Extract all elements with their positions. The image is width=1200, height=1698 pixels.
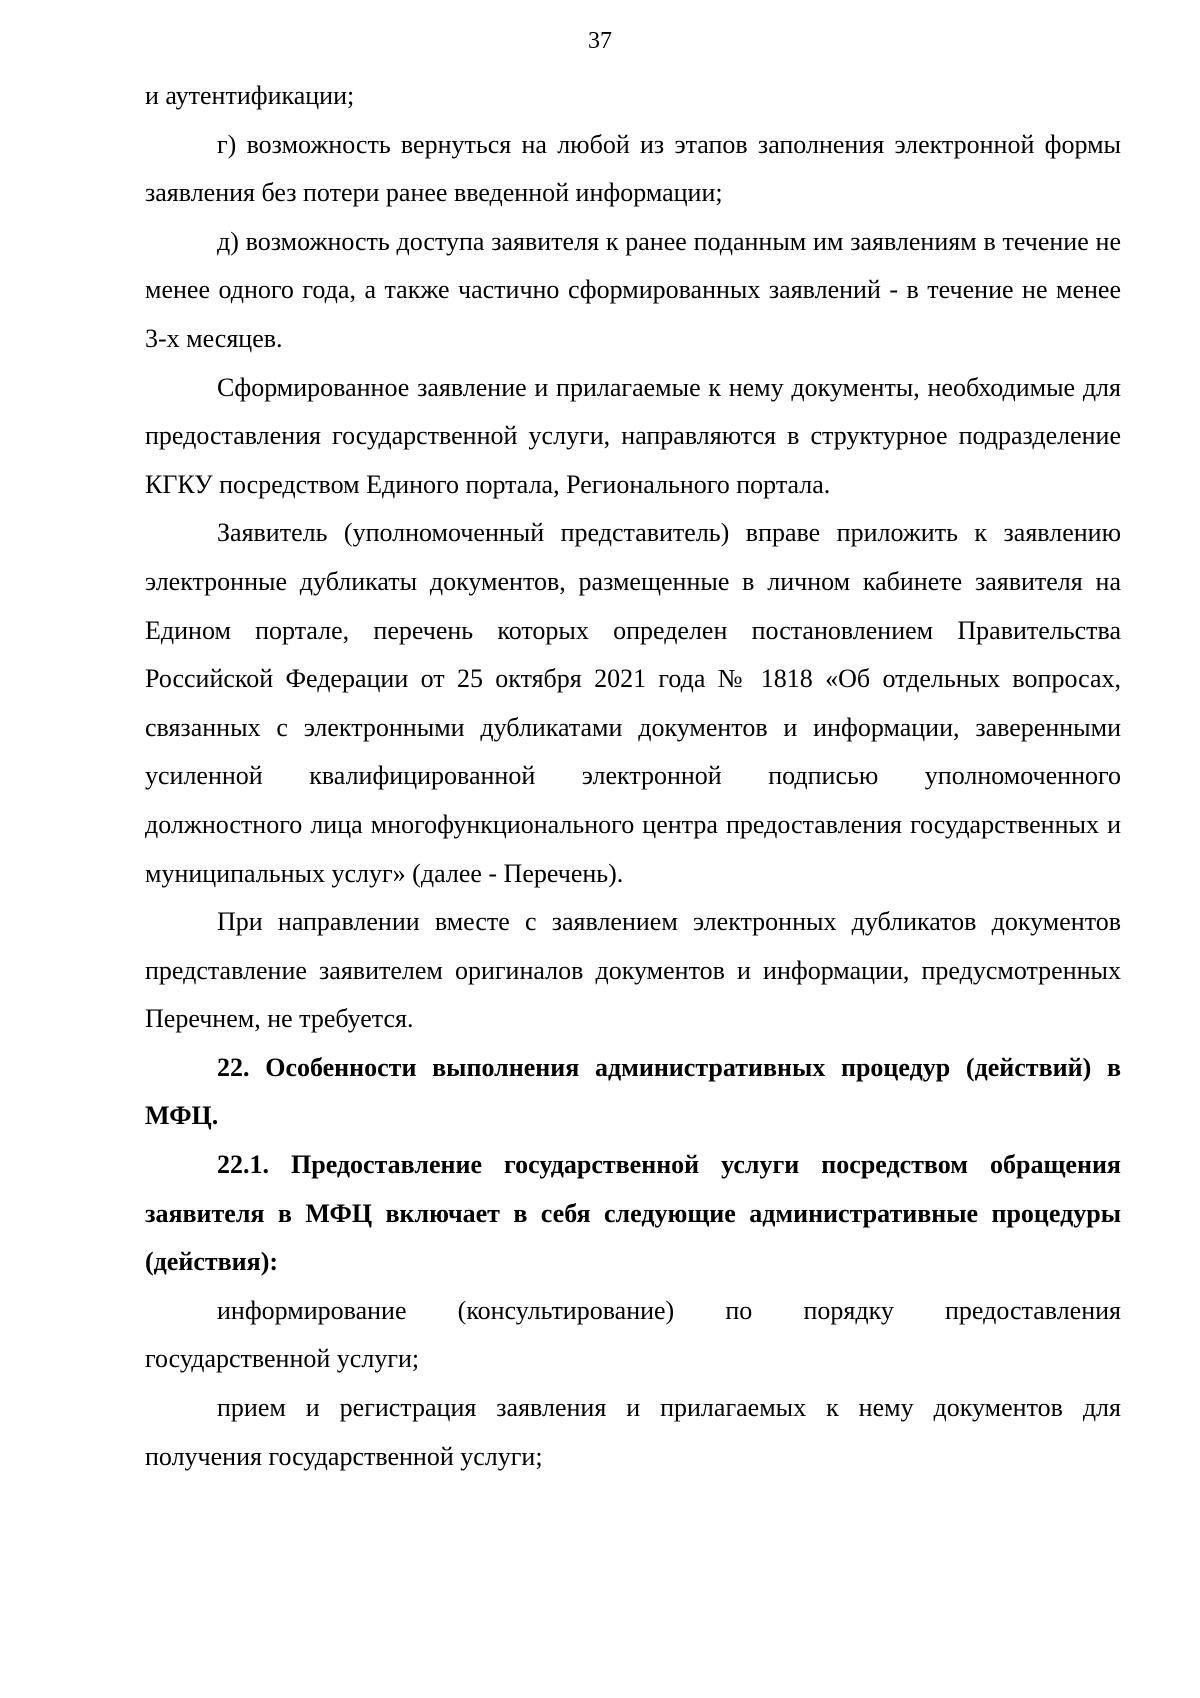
document-body bbox=[145, 72, 1121, 1481]
list-item-registration: прием и регистрация заявления и прилагаемых к нему документов для получения государственной услуги; bbox=[145, 1393, 1121, 1471]
section-heading-22: 22. Особенности выполнения административных процедур (действий) в МФЦ. bbox=[145, 1052, 1121, 1131]
paragraph-authentication-tail: и аутентификации; bbox=[145, 81, 355, 110]
paragraph-originals-not-required: При направлении вместе с заявлением электронных дубликатов документов представление заявителем оригиналов документов и информации, предусмотренных Перечнем, не требуется. bbox=[145, 907, 1121, 1034]
paragraph-item-g: г) возможность вернуться на любой из этапов заполнения электронной формы заявления без потери ранее введенной информации; bbox=[145, 129, 1121, 208]
paragraph-formed-application: Сформированное заявление и прилагаемые к нему документы, необходимые для предоставления государственной услуги, направляются в структурное подразделение КГКУ посредством Единого портала, Регионального портала. bbox=[145, 372, 1121, 499]
page-number: 37 bbox=[588, 28, 612, 54]
paragraph-electronic-duplicates: Заявитель (уполномоченный представитель) вправе приложить к заявлению электронные дубликаты документов, размещенные в личном кабинете заявителя на Едином портале, перечень которых определен постановлением Правительства Российской Федерации от 25 октября 2021 года № 1818 «Об отдельных вопросах, связанных с электронными дубликатами документов и информации, заверенными усиленной квалифицированной электронной подписью уполномоченного должностного лица многофункционального центра предоставления государственных и муниципальных услуг» (далее - Перечень). bbox=[145, 518, 1121, 888]
list-item-informing: информирование (консультирование) по порядку предоставления государственной услуги; bbox=[145, 1295, 1121, 1374]
paragraph-item-d: д) возможность доступа заявителя к ранее поданным им заявлениям в течение не менее одного года, а также частично сформированных заявлений - в течение не менее 3-х месяцев. bbox=[145, 226, 1121, 353]
section-heading-22-1: 22.1. Предоставление государственной услуги посредством обращения заявителя в МФЦ включает в себя следующие административные процедуры (действия): bbox=[145, 1150, 1121, 1277]
